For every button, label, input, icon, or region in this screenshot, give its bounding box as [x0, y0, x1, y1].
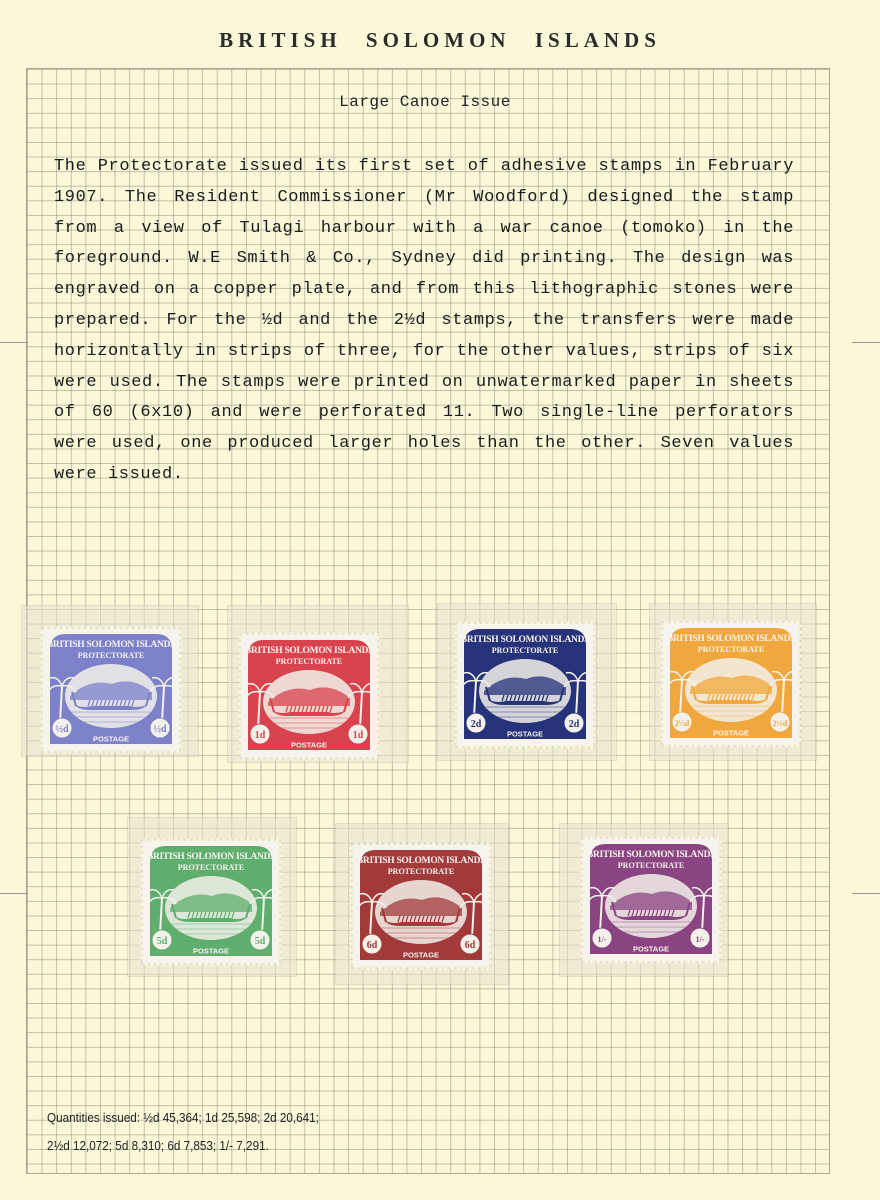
- quantities-line-1: Quantities issued: ½d 45,364; 1d 25,598; 2d 20,641;: [47, 1110, 319, 1125]
- stamp-artwork: [580, 836, 722, 964]
- stamp-protectorate-text: PROTECTORATE: [387, 867, 455, 876]
- stamp-artwork: [238, 632, 380, 760]
- stamp-artwork: [350, 842, 492, 970]
- stamp-country-text: BRITISH SOLOMON ISLANDS: [460, 635, 590, 645]
- stamp-protectorate-text: PROTECTORATE: [697, 645, 765, 654]
- stamp-postage-text: POSTAGE: [632, 944, 670, 954]
- stamp-country-text: BRITISH SOLOMON ISLANDS: [356, 856, 486, 866]
- stamp-protectorate-text: PROTECTORATE: [77, 651, 145, 660]
- stamp-value-label: 2½d: [772, 719, 788, 728]
- stamp-postage-text: POSTAGE: [92, 734, 130, 744]
- stamp-value-label: ½d: [153, 724, 167, 735]
- stamp-value-label: 2d: [470, 719, 482, 730]
- stamp-one-shilling: [580, 836, 722, 964]
- stamp-protectorate-text: PROTECTORATE: [617, 861, 685, 870]
- stamp-value-label: 1d: [254, 730, 266, 741]
- stamp-postage-text: POSTAGE: [506, 729, 544, 739]
- registration-mark: [852, 893, 880, 894]
- stamp-postage-text: POSTAGE: [712, 728, 750, 738]
- page-title: BRITISH SOLOMON ISLANDS: [219, 28, 661, 52]
- stamp-value-label: 1/-: [695, 935, 705, 944]
- stamp-value-label: 2½d: [674, 719, 690, 728]
- registration-mark: [852, 342, 880, 343]
- page-subtitle: Large Canoe Issue: [339, 93, 511, 111]
- stamp-two-half-pence: [660, 620, 802, 748]
- stamp-value-label: 5d: [156, 936, 168, 947]
- stamp-value-label: 6d: [464, 940, 476, 951]
- stamp-country-text: BRITISH SOLOMON ISLANDS: [46, 640, 176, 650]
- stamp-value-label: ½d: [55, 724, 69, 735]
- stamp-half-penny: [40, 626, 182, 754]
- description-paragraph: The Protectorate issued its first set of adhesive stamps in February 1907. The Resident Commissioner (Mr Woodford) designed the stamp from a view of Tulagi harbour with a war canoe (tomoko) in the foreground. W.E Smith & Co., Sydney did printing. The design was engraved on a copper plate, and from this lithographic stones were prepared. For the ½d and the 2½d stamps, the transfers were made horizontally in strips of three, for the other values, strips of six were used. The stamps were printed on unwatermarked paper in sheets of 60 (6x10) and were perforated 11. Two single-line perforators were used, one produced larger holes than the other. Seven values were issued.: [54, 157, 794, 484]
- quantities-line-2: 2½d 12,072; 5d 8,310; 6d 7,853; 1/- 7,291.: [47, 1138, 269, 1153]
- stamp-artwork: [660, 620, 802, 748]
- registration-mark: [0, 342, 28, 343]
- stamp-postage-text: POSTAGE: [402, 950, 440, 960]
- stamp-two-pence: [454, 621, 596, 749]
- stamp-value-label: 6d: [366, 940, 378, 951]
- stamp-postage-text: POSTAGE: [192, 946, 230, 956]
- stamp-country-text: BRITISH SOLOMON ISLANDS: [586, 850, 716, 860]
- stamp-country-text: BRITISH SOLOMON ISLANDS: [244, 646, 374, 656]
- stamp-protectorate-text: PROTECTORATE: [275, 657, 343, 666]
- stamp-value-label: 1d: [352, 730, 364, 741]
- stamp-value-label: 1/-: [597, 935, 607, 944]
- stamp-postage-text: POSTAGE: [290, 740, 328, 750]
- stamp-artwork: [40, 626, 182, 754]
- stamp-five-pence: [140, 838, 282, 966]
- stamp-artwork: [454, 621, 596, 749]
- registration-mark: [0, 893, 28, 894]
- stamp-protectorate-text: PROTECTORATE: [491, 646, 559, 655]
- stamp-one-penny: [238, 632, 380, 760]
- stamp-value-label: 2d: [568, 719, 580, 730]
- stamp-country-text: BRITISH SOLOMON ISLANDS: [146, 852, 276, 862]
- stamp-country-text: BRITISH SOLOMON ISLANDS: [666, 634, 796, 644]
- stamp-artwork: [140, 838, 282, 966]
- stamp-six-pence: [350, 842, 492, 970]
- stamp-value-label: 5d: [254, 936, 266, 947]
- quantities-issued: [47, 1104, 425, 1160]
- stamp-protectorate-text: PROTECTORATE: [177, 863, 245, 872]
